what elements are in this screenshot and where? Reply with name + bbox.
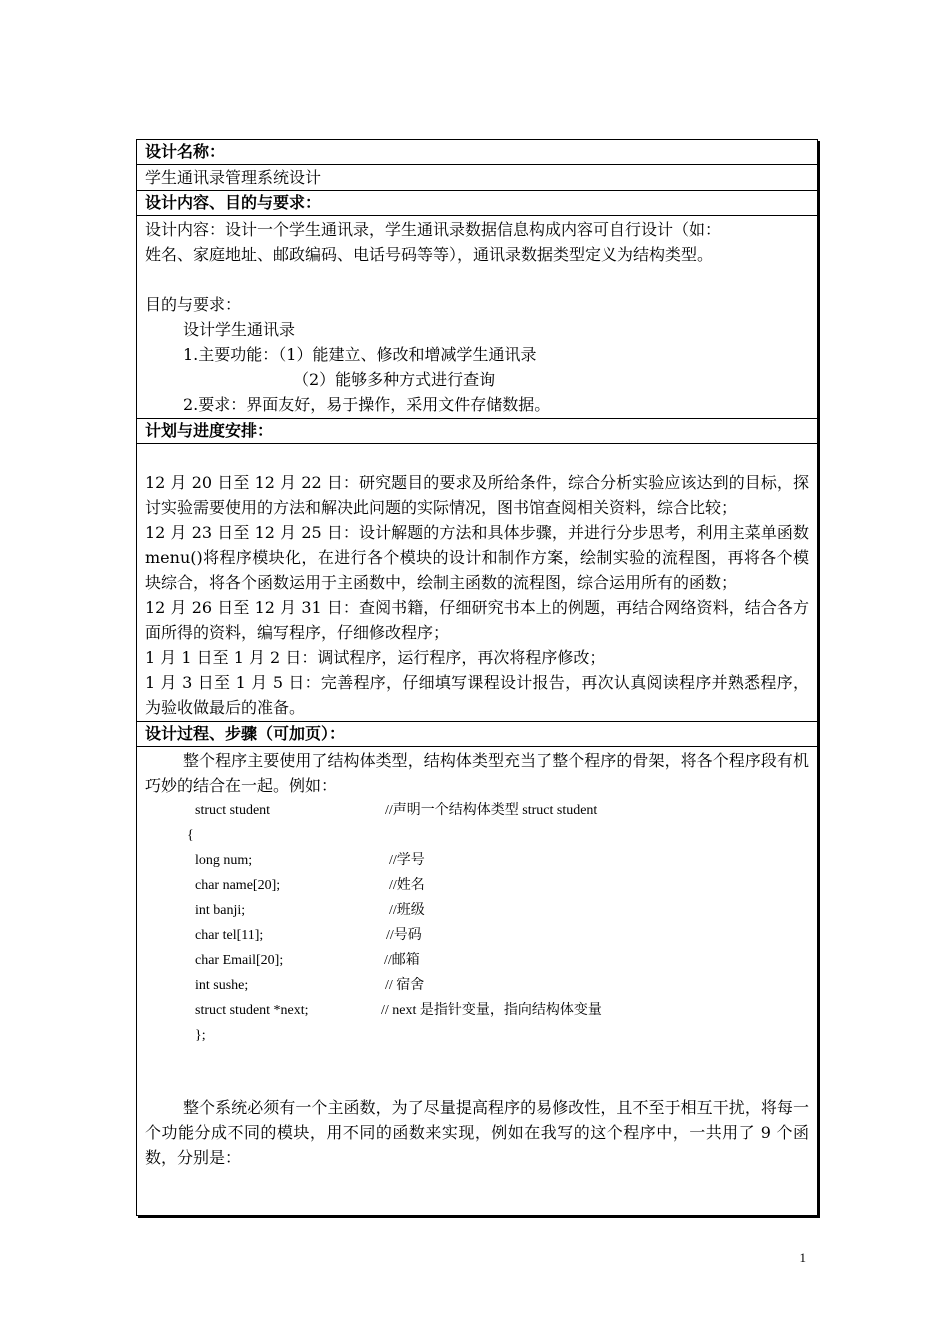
schedule-cell bbox=[137, 444, 817, 722]
code-text: { bbox=[187, 828, 194, 843]
design-name-header: 设计名称： bbox=[137, 140, 817, 165]
schedule-item: 12 月 26 日至 12 月 31 日：查阅书籍，仔细研究书本上的例题，再结合网络资料，结合各方面所得的资料，编写程序，仔细修改程序； bbox=[145, 598, 809, 642]
schedule-item: 1 月 3 日至 1 月 5 日：完善程序，仔细填写课程设计报告，再次认真阅读程序并熟悉程序，为验收做最后的准备。 bbox=[145, 673, 809, 717]
process-outro: 整个系统必须有一个主函数，为了尽量提高程序的易修改性，且不至于相互干扰，将每一个功能分成不同的模块，用不同的函数来实现，例如在我写的这个程序中，一共用了 9 个函数，分别是： bbox=[145, 1098, 809, 1167]
code-text: int sushe; bbox=[195, 978, 249, 993]
code-text: }; bbox=[195, 1028, 206, 1043]
code-comment: //号码 bbox=[386, 928, 422, 943]
content-line-2: 姓名、家庭地址、邮政编码、电话号码等等），通讯录数据类型定义为结构类型。 bbox=[145, 245, 714, 264]
design-name-value: 学生通讯录管理系统设计 bbox=[137, 165, 817, 191]
code-text: long num; bbox=[195, 853, 253, 868]
code-comment: // 宿舍 bbox=[385, 978, 425, 993]
content-goals-cell bbox=[137, 216, 817, 419]
process-header: 设计过程、步骤（可加页）： bbox=[137, 722, 817, 747]
code-text: struct student bbox=[195, 803, 271, 818]
struct-code-block bbox=[145, 798, 809, 1048]
page-number: 1 bbox=[799, 1250, 806, 1265]
code-comment: // next 是指针变量，指向结构体变量 bbox=[381, 1003, 602, 1018]
goals-title: 目的与要求： bbox=[145, 295, 242, 314]
function-item-2: （2）能够多种方式进行查询 bbox=[293, 370, 496, 389]
code-text: struct student *next; bbox=[195, 1003, 309, 1018]
code-comment: //声明一个结构体类型 struct student bbox=[385, 803, 598, 818]
code-text: int banji; bbox=[195, 903, 246, 918]
code-comment: //学号 bbox=[389, 853, 425, 868]
code-comment: //班级 bbox=[389, 903, 425, 918]
code-text: char tel[11]; bbox=[195, 928, 264, 943]
code-comment: //姓名 bbox=[389, 878, 425, 893]
code-comment: //邮箱 bbox=[384, 953, 420, 968]
content-line-1: 设计内容：设计一个学生通讯录，学生通讯录数据信息构成内容可自行设计（如： bbox=[145, 220, 722, 239]
requirement-item: 2.要求：界面友好，易于操作，采用文件存储数据。 bbox=[183, 395, 551, 414]
schedule-item: 12 月 23 日至 12 月 25 日：设计解题的方法和具体步骤，并进行分步思考，利用主菜单函数 menu()将程序模块化，在进行各个模块的设计和制作方案，绘制实验的流程图，再将各个模块综合，将各个函数运用于主函数中，绘制主函数的流程图，综合运用所有的函数； bbox=[145, 523, 809, 592]
schedule-item: 1 月 1 日至 1 月 2 日：调试程序，运行程序，再次将程序修改； bbox=[145, 648, 606, 667]
schedule-header: 计划与进度安排： bbox=[137, 419, 817, 444]
code-text: char name[20]; bbox=[195, 878, 281, 893]
process-intro: 整个程序主要使用了结构体类型，结构体类型充当了整个程序的骨架，将各个程序段有机巧妙的结合在一起。例如： bbox=[145, 751, 809, 795]
schedule-item: 12 月 20 日至 12 月 22 日：研究题目的要求及所给条件，综合分析实验应该达到的目标，探讨实验需要使用的方法和解决此问题的实际情况，图书馆查阅相关资料，综合比较； bbox=[145, 473, 809, 517]
goal-subject: 设计学生通讯录 bbox=[183, 320, 296, 339]
function-item-1: 1.主要功能：（1）能建立、修改和增减学生通讯录 bbox=[183, 345, 537, 364]
content-goals-header: 设计内容、目的与要求： bbox=[137, 191, 817, 216]
design-report-table bbox=[136, 139, 818, 1216]
process-cell bbox=[137, 747, 817, 1170]
code-text: char Email[20]; bbox=[195, 953, 284, 968]
